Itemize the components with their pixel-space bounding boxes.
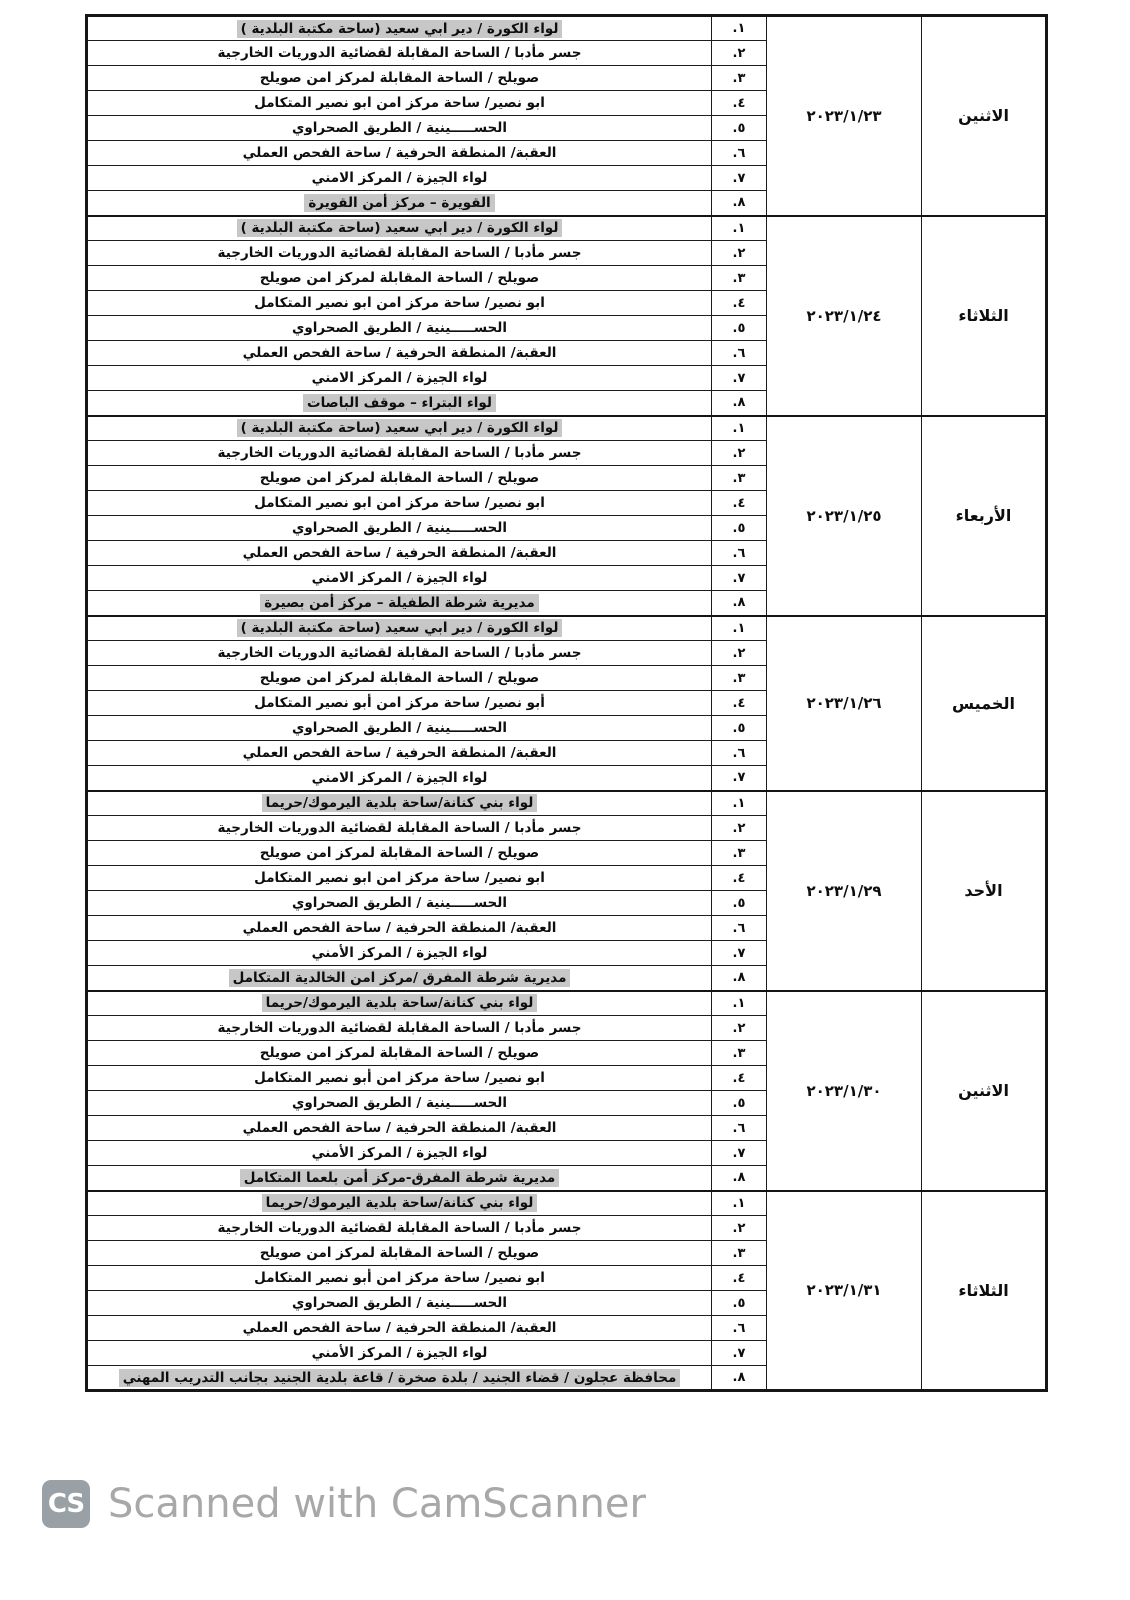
location-cell: [87, 291, 712, 316]
location-cell: [87, 816, 712, 841]
location-cell: [87, 391, 712, 416]
location-text: العقبة/ المنطقة الحرفية / ساحة الفحص العملي: [242, 745, 557, 761]
row-number-cell: ٤.: [712, 1266, 767, 1291]
row-number-cell: ٧.: [712, 1341, 767, 1366]
location-cell: [87, 566, 712, 591]
location-cell: [87, 166, 712, 191]
row-number-cell: ٦.: [712, 916, 767, 941]
row-number-cell: ٢.: [712, 1216, 767, 1241]
location-text: صويلح / الساحة المقابلة لمركز امن صويلح: [259, 845, 540, 861]
location-text: العقبة/ المنطقة الحرفية / ساحة الفحص العملي: [242, 1320, 557, 1336]
day-cell: الخميس: [922, 616, 1047, 791]
location-cell: [87, 1266, 712, 1291]
row-number-cell: ٢.: [712, 641, 767, 666]
location-text: جسر مأدبا / الساحة المقابلة لقضائية الدوريات الخارجية: [217, 45, 582, 61]
location-text: صويلح / الساحة المقابلة لمركز امن صويلح: [259, 1245, 540, 1261]
location-text: ابو نصير/ ساحة مركز امن ابو نصير المتكامل: [254, 95, 545, 111]
date-cell: ٢٠٢٣/١/٢٥: [767, 416, 922, 616]
row-number-cell: ٢.: [712, 1016, 767, 1041]
row-number-cell: ٢.: [712, 41, 767, 66]
location-cell: [87, 466, 712, 491]
location-text: الحســـــينية / الطريق الصحراوي: [292, 120, 507, 136]
row-number-cell: ٧.: [712, 766, 767, 791]
location-cell: [87, 1316, 712, 1341]
location-cell: [87, 191, 712, 216]
location-cell: [87, 91, 712, 116]
location-text: الحســـــينية / الطريق الصحراوي: [292, 895, 507, 911]
location-cell: [87, 991, 712, 1016]
day-cell: الأحد: [922, 791, 1047, 991]
location-text: لواء الجيزة / المركز الامني: [311, 570, 488, 586]
location-cell: [87, 516, 712, 541]
location-text: مديرية شرطة المفرق /مركز امن الخالدية المتكامل: [229, 969, 571, 987]
location-text: الحســـــينية / الطريق الصحراوي: [292, 720, 507, 736]
row-number-cell: ٦.: [712, 541, 767, 566]
schedule-table-body: [87, 16, 1047, 1391]
row-number-cell: ٨.: [712, 191, 767, 216]
location-cell: [87, 916, 712, 941]
location-text: لواء الكورة / دير ابي سعيد (ساحة مكتبة البلدية ): [237, 619, 563, 637]
row-number-cell: ٨.: [712, 591, 767, 616]
location-text: صويلح / الساحة المقابلة لمركز امن صويلح: [259, 70, 540, 86]
location-text: الحســـــينية / الطريق الصحراوي: [292, 1295, 507, 1311]
location-cell: [87, 216, 712, 241]
table-row: [87, 16, 1047, 41]
day-cell: الثلاثاء: [922, 1191, 1047, 1391]
location-text: لواء بني كنانة/ساحة بلدية اليرموك/حريما: [262, 994, 538, 1012]
location-text: العقبة/ المنطقة الحرفية / ساحة الفحص العملي: [242, 920, 557, 936]
location-text: جسر مأدبا / الساحة المقابلة لقضائية الدوريات الخارجية: [217, 445, 582, 461]
watermark-text: Scanned with CamScanner: [108, 1481, 646, 1527]
date-cell: ٢٠٢٣/١/٢٤: [767, 216, 922, 416]
row-number-cell: ٤.: [712, 291, 767, 316]
table-row: [87, 616, 1047, 641]
location-text: مديرية شرطة المفرق-مركز أمن بلعما المتكامل: [240, 1169, 560, 1187]
location-cell: [87, 66, 712, 91]
schedule-table: [85, 14, 1048, 1392]
location-text: محافظة عجلون / قضاء الجنيد / بلدة صخرة / قاعة بلدية الجنيد بجانب التدريب المهني: [119, 1369, 681, 1387]
location-text: ابو نصير/ ساحة مركز امن أبو نصير المتكامل: [254, 1070, 545, 1086]
row-number-cell: ٣.: [712, 66, 767, 91]
location-text: لواء الجيزة / المركز الامني: [311, 370, 488, 386]
row-number-cell: ٣.: [712, 841, 767, 866]
location-text: لواء الجيزة / المركز الامني: [311, 170, 488, 186]
location-cell: [87, 691, 712, 716]
row-number-cell: ٥.: [712, 716, 767, 741]
location-cell: [87, 1366, 712, 1391]
row-number-cell: ٥.: [712, 316, 767, 341]
location-text: صويلح / الساحة المقابلة لمركز امن صويلح: [259, 270, 540, 286]
location-cell: [87, 441, 712, 466]
location-text: لواء الجيزة / المركز الأمني: [311, 945, 488, 961]
location-text: العقبة/ المنطقة الحرفية / ساحة الفحص العملي: [242, 145, 557, 161]
location-cell: [87, 1041, 712, 1066]
row-number-cell: ٣.: [712, 1241, 767, 1266]
location-cell: [87, 1241, 712, 1266]
location-cell: [87, 641, 712, 666]
location-text: صويلح / الساحة المقابلة لمركز امن صويلح: [259, 670, 540, 686]
date-cell: ٢٠٢٣/١/٢٩: [767, 791, 922, 991]
location-cell: [87, 616, 712, 641]
table-row: [87, 216, 1047, 241]
table-row: [87, 791, 1047, 816]
location-cell: [87, 266, 712, 291]
camscanner-watermark: [42, 1480, 646, 1528]
row-number-cell: ٢.: [712, 816, 767, 841]
location-cell: [87, 1066, 712, 1091]
location-cell: [87, 16, 712, 41]
date-cell: ٢٠٢٣/١/٢٦: [767, 616, 922, 791]
location-cell: [87, 1016, 712, 1041]
camscanner-logo-icon: CS: [42, 1480, 90, 1528]
location-cell: [87, 1166, 712, 1191]
row-number-cell: ٥.: [712, 1291, 767, 1316]
location-cell: [87, 941, 712, 966]
row-number-cell: ٦.: [712, 1316, 767, 1341]
row-number-cell: ١.: [712, 991, 767, 1016]
location-cell: [87, 1341, 712, 1366]
row-number-cell: ١.: [712, 616, 767, 641]
location-text: مديرية شرطة الطفيلة – مركز أمن بصيرة: [260, 594, 539, 612]
row-number-cell: ٦.: [712, 1116, 767, 1141]
location-cell: [87, 1191, 712, 1216]
date-cell: ٢٠٢٣/١/٢٣: [767, 16, 922, 216]
location-text: لواء الكورة / دير ابي سعيد (ساحة مكتبة البلدية ): [237, 419, 563, 437]
location-cell: [87, 341, 712, 366]
row-number-cell: ٥.: [712, 1091, 767, 1116]
location-text: الحســـــينية / الطريق الصحراوي: [292, 1095, 507, 1111]
row-number-cell: ٤.: [712, 91, 767, 116]
location-text: الحســـــينية / الطريق الصحراوي: [292, 320, 507, 336]
location-text: ابو نصير/ ساحة مركز امن ابو نصير المتكامل: [254, 870, 545, 886]
day-cell: الاثنين: [922, 991, 1047, 1191]
location-text: لواء الجيزة / المركز الأمني: [311, 1345, 488, 1361]
location-cell: [87, 741, 712, 766]
location-cell: [87, 366, 712, 391]
row-number-cell: ٨.: [712, 1166, 767, 1191]
location-text: جسر مأدبا / الساحة المقابلة لقضائية الدوريات الخارجية: [217, 1220, 582, 1236]
location-text: لواء الكورة / دير ابي سعيد (ساحة مكتبة البلدية ): [237, 219, 563, 237]
row-number-cell: ٤.: [712, 491, 767, 516]
location-text: العقبة/ المنطقة الحرفية / ساحة الفحص العملي: [242, 345, 557, 361]
location-cell: [87, 241, 712, 266]
location-cell: [87, 591, 712, 616]
row-number-cell: ٦.: [712, 341, 767, 366]
row-number-cell: ٤.: [712, 691, 767, 716]
location-text: العقبة/ المنطقة الحرفية / ساحة الفحص العملي: [242, 545, 557, 561]
row-number-cell: ٥.: [712, 891, 767, 916]
location-cell: [87, 666, 712, 691]
location-text: جسر مأدبا / الساحة المقابلة لقضائية الدوريات الخارجية: [217, 645, 582, 661]
row-number-cell: ٥.: [712, 516, 767, 541]
location-text: ابو نصير/ ساحة مركز امن ابو نصير المتكامل: [254, 495, 545, 511]
location-cell: [87, 966, 712, 991]
location-cell: [87, 1291, 712, 1316]
location-text: لواء الجيزة / المركز الأمني: [311, 1145, 488, 1161]
location-cell: [87, 841, 712, 866]
row-number-cell: ٣.: [712, 466, 767, 491]
location-text: أبو نصير/ ساحة مركز امن أبو نصير المتكامل: [254, 695, 545, 711]
table-row: [87, 1191, 1047, 1216]
row-number-cell: ٧.: [712, 366, 767, 391]
location-cell: [87, 716, 712, 741]
location-text: الحســـــينية / الطريق الصحراوي: [292, 520, 507, 536]
location-cell: [87, 1116, 712, 1141]
row-number-cell: ١.: [712, 16, 767, 41]
row-number-cell: ٥.: [712, 116, 767, 141]
location-cell: [87, 116, 712, 141]
location-cell: [87, 41, 712, 66]
location-text: صويلح / الساحة المقابلة لمركز امن صويلح: [259, 470, 540, 486]
location-text: لواء البتراء – موقف الباصات: [303, 394, 496, 412]
location-cell: [87, 1141, 712, 1166]
location-cell: [87, 766, 712, 791]
day-cell: الاثنين: [922, 16, 1047, 216]
location-text: جسر مأدبا / الساحة المقابلة لقضائية الدوريات الخارجية: [217, 245, 582, 261]
row-number-cell: ٣.: [712, 266, 767, 291]
row-number-cell: ٨.: [712, 1366, 767, 1391]
day-cell: الأربعاء: [922, 416, 1047, 616]
row-number-cell: ٤.: [712, 866, 767, 891]
row-number-cell: ٧.: [712, 566, 767, 591]
location-cell: [87, 1216, 712, 1241]
location-cell: [87, 141, 712, 166]
location-cell: [87, 316, 712, 341]
row-number-cell: ٦.: [712, 141, 767, 166]
location-text: لواء بني كنانة/ساحة بلدية اليرموك/حريما: [262, 1194, 538, 1212]
day-cell: الثلاثاء: [922, 216, 1047, 416]
location-cell: [87, 491, 712, 516]
table-row: [87, 991, 1047, 1016]
table-row: [87, 416, 1047, 441]
row-number-cell: ٧.: [712, 941, 767, 966]
date-cell: ٢٠٢٣/١/٣٠: [767, 991, 922, 1191]
location-text: لواء بني كنانة/ساحة بلدية اليرموك/حريما: [262, 794, 538, 812]
row-number-cell: ٣.: [712, 1041, 767, 1066]
row-number-cell: ٧.: [712, 1141, 767, 1166]
location-text: العقبة/ المنطقة الحرفية / ساحة الفحص العملي: [242, 1120, 557, 1136]
row-number-cell: ١.: [712, 216, 767, 241]
location-text: جسر مأدبا / الساحة المقابلة لقضائية الدوريات الخارجية: [217, 820, 582, 836]
location-cell: [87, 791, 712, 816]
row-number-cell: ٨.: [712, 391, 767, 416]
location-text: جسر مأدبا / الساحة المقابلة لقضائية الدوريات الخارجية: [217, 1020, 582, 1036]
location-text: لواء الجيزة / المركز الامني: [311, 769, 488, 786]
location-cell: [87, 1091, 712, 1116]
row-number-cell: ٤.: [712, 1066, 767, 1091]
date-cell: ٢٠٢٣/١/٣١: [767, 1191, 922, 1391]
location-text: ابو نصير/ ساحة مركز امن ابو نصير المتكامل: [254, 295, 545, 311]
row-number-cell: ١.: [712, 791, 767, 816]
location-cell: [87, 416, 712, 441]
row-number-cell: ١.: [712, 1191, 767, 1216]
location-cell: [87, 891, 712, 916]
location-text: ابو نصير/ ساحة مركز امن أبو نصير المتكامل: [254, 1270, 545, 1286]
row-number-cell: ٢.: [712, 241, 767, 266]
location-cell: [87, 866, 712, 891]
row-number-cell: ٨.: [712, 966, 767, 991]
location-text: القويرة – مركز أمن القويرة: [304, 194, 494, 212]
row-number-cell: ١.: [712, 416, 767, 441]
row-number-cell: ٣.: [712, 666, 767, 691]
row-number-cell: ٢.: [712, 441, 767, 466]
row-number-cell: ٦.: [712, 741, 767, 766]
location-cell: [87, 541, 712, 566]
row-number-cell: ٧.: [712, 166, 767, 191]
location-text: صويلح / الساحة المقابلة لمركز امن صويلح: [259, 1045, 540, 1061]
location-text: لواء الكورة / دير ابي سعيد (ساحة مكتبة البلدية ): [237, 20, 563, 38]
